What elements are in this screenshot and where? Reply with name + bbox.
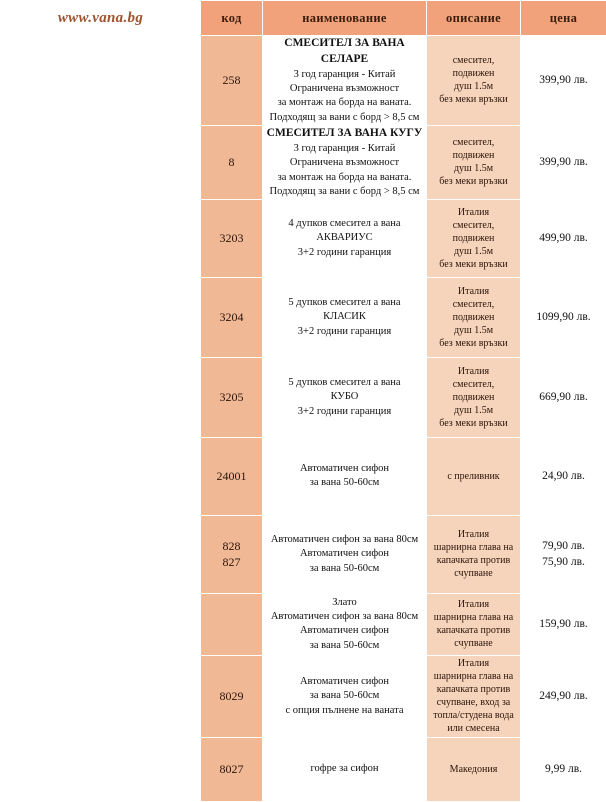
product-name-line: 3+2 години гаранция	[263, 405, 426, 419]
description-line: Италия	[427, 285, 520, 298]
site-logo: www.vana.bg	[1, 1, 201, 36]
description-line: счупване	[427, 567, 520, 580]
product-code: 258	[201, 36, 263, 126]
product-price	[521, 36, 606, 126]
table-row	[1, 515, 606, 593]
table-header-row	[1, 1, 606, 36]
description-line: без меки връзки	[427, 175, 520, 188]
product-description	[427, 357, 521, 437]
table-row	[1, 36, 606, 126]
code-line: 828	[201, 538, 262, 554]
product-name-line: Подходящ за вани с борд > 8,5 см	[263, 185, 426, 199]
price-line: 1099,90 лв.	[521, 309, 606, 325]
product-name	[263, 277, 427, 357]
description-line: шарнирна глава на	[427, 541, 520, 554]
product-name	[263, 199, 427, 277]
product-title: СМЕСИТЕЛ ЗА ВАНА СЕЛАРЕ	[263, 36, 426, 67]
description-line: смесител,	[427, 378, 520, 391]
product-image-cell	[1, 655, 201, 737]
product-image-cell	[1, 125, 201, 199]
product-name-line: 3+2 години гаранция	[263, 246, 426, 260]
description-line: Италия	[427, 528, 520, 541]
price-line: 499,90 лв.	[521, 230, 606, 246]
product-code: 3204	[201, 277, 263, 357]
description-line: смесител,	[427, 54, 520, 67]
product-description	[427, 277, 521, 357]
description-line: или смесена	[427, 722, 520, 735]
table-row	[1, 277, 606, 357]
table-row	[1, 437, 606, 515]
product-name-line: КЛАСИК	[263, 310, 426, 324]
table-row	[1, 737, 606, 801]
column-header-name: наименование	[263, 1, 427, 36]
product-description	[427, 199, 521, 277]
product-name-line: гофре за сифон	[263, 762, 426, 776]
product-name	[263, 737, 427, 801]
product-name-line: Ограничена възможност	[263, 156, 426, 170]
product-price	[521, 515, 606, 593]
product-name	[263, 36, 427, 126]
product-image-cell	[1, 437, 201, 515]
product-code: 8029	[201, 655, 263, 737]
product-description	[427, 655, 521, 737]
product-name-line: Подходящ за вани с борд > 8,5 см	[263, 111, 426, 125]
product-name-line: КУБО	[263, 390, 426, 404]
product-image-cell	[1, 199, 201, 277]
product-price	[521, 277, 606, 357]
product-image-cell	[1, 357, 201, 437]
product-price	[521, 199, 606, 277]
description-line: с преливник	[427, 470, 520, 483]
product-name-line: Ограничена възможност	[263, 82, 426, 96]
description-line: душ 1.5м	[427, 162, 520, 175]
product-name	[263, 655, 427, 737]
product-name-line: АКВАРИУС	[263, 231, 426, 245]
description-line: Македония	[427, 763, 520, 776]
price-line: 159,90 лв.	[521, 616, 606, 632]
description-line: без меки връзки	[427, 337, 520, 350]
price-line: 669,90 лв.	[521, 389, 606, 405]
product-description	[427, 593, 521, 655]
product-price	[521, 125, 606, 199]
code-line: 827	[201, 554, 262, 570]
description-line: подвижен	[427, 311, 520, 324]
description-line: Италия	[427, 365, 520, 378]
price-line: 399,90 лв.	[521, 72, 606, 88]
description-line: смесител,	[427, 298, 520, 311]
product-name-line: Автоматичен сифон за вана 80см	[263, 610, 426, 624]
product-name-line: 5 дупков смесител а вана	[263, 376, 426, 390]
description-line: счупване	[427, 637, 520, 650]
product-name-line: 5 дупков смесител а вана	[263, 296, 426, 310]
description-line: капачката против	[427, 554, 520, 567]
product-name-line: Автоматичен сифон	[263, 462, 426, 476]
product-name-line: 4 дупков смесител а вана	[263, 217, 426, 231]
price-line: 9,99 лв.	[521, 761, 606, 777]
table-row	[1, 199, 606, 277]
product-name-line: 3+2 години гаранция	[263, 325, 426, 339]
description-line: капачката против	[427, 683, 520, 696]
table-row	[1, 357, 606, 437]
product-description	[427, 36, 521, 126]
product-name-line: за вана 50-60см	[263, 689, 426, 703]
price-line: 75,90 лв.	[521, 554, 606, 570]
product-name-line: за вана 50-60см	[263, 639, 426, 653]
product-name	[263, 593, 427, 655]
product-name-line: Автоматичен сифон	[263, 547, 426, 561]
product-name-line: за монтаж на борда на ваната.	[263, 171, 426, 185]
product-code: 3205	[201, 357, 263, 437]
description-line: душ 1.5м	[427, 324, 520, 337]
description-line: Италия	[427, 657, 520, 670]
table-row	[1, 125, 606, 199]
product-title: СМЕСИТЕЛ ЗА ВАНА КУГУ	[263, 126, 426, 142]
table-row	[1, 593, 606, 655]
product-code	[201, 515, 263, 593]
description-line: Италия	[427, 598, 520, 611]
product-description	[427, 737, 521, 801]
product-image-cell	[1, 593, 201, 655]
product-name	[263, 437, 427, 515]
product-name-line: Автоматичен сифон за вана 80см	[263, 533, 426, 547]
product-name-line: за монтаж на борда на ваната.	[263, 96, 426, 110]
column-header-code: код	[201, 1, 263, 36]
price-line: 399,90 лв.	[521, 154, 606, 170]
description-line: капачката против	[427, 624, 520, 637]
product-price	[521, 437, 606, 515]
product-name	[263, 357, 427, 437]
price-line: 79,90 лв.	[521, 538, 606, 554]
product-image-cell	[1, 36, 201, 126]
product-name-line: Злато	[263, 596, 426, 610]
description-line: Италия	[427, 206, 520, 219]
product-name-line: за вана 50-60см	[263, 562, 426, 576]
product-name-line: 3 год гаранция - Китай	[263, 142, 426, 156]
description-line: без меки връзки	[427, 93, 520, 106]
description-line: душ 1.5м	[427, 245, 520, 258]
description-line: без меки връзки	[427, 417, 520, 430]
product-price	[521, 655, 606, 737]
description-line: душ 1.5м	[427, 404, 520, 417]
product-name-line: за вана 50-60см	[263, 476, 426, 490]
product-name-line: Автоматичен сифон	[263, 624, 426, 638]
description-line: счупване, вход за	[427, 696, 520, 709]
description-line: смесител,	[427, 136, 520, 149]
product-name-line: 3 год гаранция - Китай	[263, 68, 426, 82]
product-code: 8	[201, 125, 263, 199]
description-line: смесител,	[427, 219, 520, 232]
description-line: душ 1.5м	[427, 80, 520, 93]
product-name-line: Автоматичен сифон	[263, 675, 426, 689]
column-header-description: описание	[427, 1, 521, 36]
product-name	[263, 515, 427, 593]
description-line: шарнирна глава на	[427, 611, 520, 624]
description-line: шарнирна глава на	[427, 670, 520, 683]
product-image-cell	[1, 277, 201, 357]
product-name	[263, 125, 427, 199]
product-code	[201, 593, 263, 655]
description-line: топла/студена вода	[427, 709, 520, 722]
table-row	[1, 655, 606, 737]
product-code: 24001	[201, 437, 263, 515]
product-price	[521, 737, 606, 801]
price-line: 249,90 лв.	[521, 688, 606, 704]
description-line: подвижен	[427, 391, 520, 404]
description-line: подвижен	[427, 67, 520, 80]
product-image-cell	[1, 515, 201, 593]
product-price	[521, 593, 606, 655]
price-line: 24,90 лв.	[521, 468, 606, 484]
product-image-cell	[1, 737, 201, 801]
product-description	[427, 515, 521, 593]
product-code: 8027	[201, 737, 263, 801]
description-line: без меки връзки	[427, 258, 520, 271]
description-line: подвижен	[427, 232, 520, 245]
column-header-price: цена	[521, 1, 606, 36]
product-price	[521, 357, 606, 437]
product-description	[427, 437, 521, 515]
product-name-line: с опция пълнене на ваната	[263, 704, 426, 718]
product-code: 3203	[201, 199, 263, 277]
description-line: подвижен	[427, 149, 520, 162]
product-description	[427, 125, 521, 199]
